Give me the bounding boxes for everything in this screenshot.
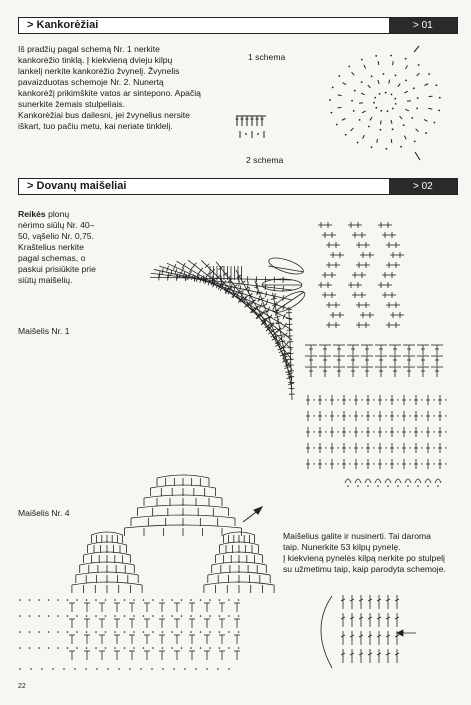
section-number-badge: > 01 [389,18,457,33]
instructions-text: Iš pradžių pagal schemą Nr. 1 nerkite kankorėžio tinklą. Į kiekvieną dvieju kilpų lankelį nerkite kankorėžio žvynelį. Žvynelis pavaizduotas schemoje Nr. 2. Nunertą kankorėžį prikimškite vatos ar sintepono. Apačią sunerkite žemais stulpeliais. Kankorėžiai bus dailesni, jei žvynelius nersite iškart, tuo pačiu metu, kai neriate tinklelį. [18,44,201,131]
note-text: Maišelius galite ir nusinerti. Tai daroma taip. Nunerkite 53 kilpų pynelę. Į kiekvieną pynelės kilpą nerkite po stulpelį su užmetimu taip, kaip parodyta schemoje. [283,531,446,574]
bag-4-label: Maišelis Nr. 4 [18,508,70,518]
bag-1-fan-diagram [150,260,295,400]
bag-1-label: Maišelis Nr. 1 [18,326,70,336]
edge-stitch-diagram [321,595,416,668]
schema-1-diagram [329,46,441,160]
schema-1-label: 1 schema [248,52,286,62]
section-number-badge: > 02 [389,179,457,194]
page-number: 22 [18,683,26,690]
schema-2-diagram [236,116,267,138]
bag-4-diagram [19,475,274,670]
requirements-text: Reikės plonų nėrimo siūlų Nr. 40– 50, vąšelio Nr. 0,75. Kraštelius nerkite pagal schemas, o paskui prisiūkite prie siūtų maišelių. [18,209,96,285]
bag-1-zigzag-diagram [318,222,404,328]
section-title: > Kankorėžiai [27,19,99,31]
bag-1-grid-diagram [305,345,447,487]
section-title: > Dovanų maišeliai [27,180,127,192]
schema-2-label: 2 schema [246,155,284,165]
arrow-icon [243,507,262,522]
bag-1-leaves-diagram [262,255,308,316]
